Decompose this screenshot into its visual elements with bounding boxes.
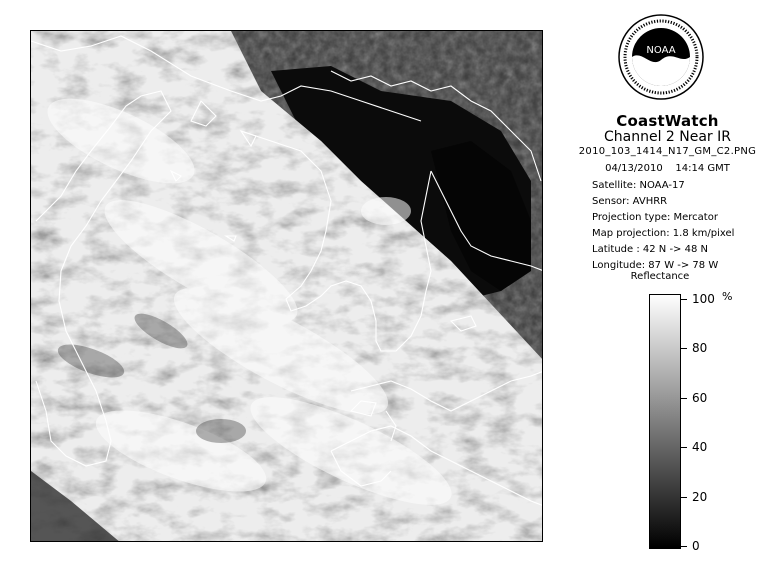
colorbar-tick-label: 0 — [692, 539, 700, 553]
colorbar-tick-label: 60 — [692, 391, 708, 405]
colorbar-unit: % — [722, 290, 733, 303]
colorbar-title: Reflectance — [630, 271, 690, 282]
sensor-label: Sensor: AVHRR — [592, 196, 668, 207]
colorbar-tick-label: 40 — [692, 440, 708, 454]
channel-label: Channel 2 Near IR — [603, 129, 731, 145]
satellite-label: Satellite: NOAA-17 — [592, 180, 685, 191]
projection-label: Projection type: Mercator — [592, 212, 718, 223]
colorbar-tick — [681, 299, 687, 300]
colorbar-tick — [681, 447, 687, 448]
colorbar — [649, 294, 681, 549]
datetime-label: 04/13/2010 14:14 GMT — [605, 163, 730, 174]
longitude-label: Longitude: 87 W -> 78 W — [592, 260, 719, 271]
colorbar-tick — [681, 348, 687, 349]
colorbar-tick-label: 100 — [692, 292, 715, 306]
colorbar-tick — [681, 398, 687, 399]
colorbar-tick — [681, 546, 687, 547]
brand-title: CoastWatch — [616, 112, 719, 130]
svg-text:NOAA: NOAA — [646, 45, 676, 56]
latitude-label: Latitude : 42 N -> 48 N — [592, 244, 708, 255]
colorbar-tick-label: 20 — [692, 490, 708, 504]
noaa-logo-icon — [618, 14, 704, 100]
satellite-image — [30, 30, 543, 542]
colorbar-tick-label: 80 — [692, 341, 708, 355]
map-projection-label: Map projection: 1.8 km/pixel — [592, 228, 735, 239]
colorbar-tick — [681, 497, 687, 498]
filename-label: 2010_103_1414_N17_GM_C2.PNG — [578, 146, 757, 157]
